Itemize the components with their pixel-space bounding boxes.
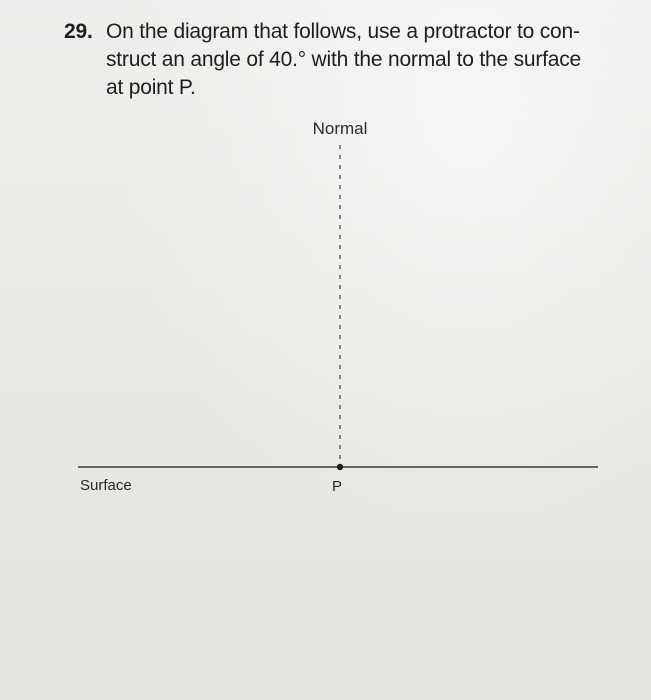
point-p-dot	[337, 464, 343, 470]
surface-label: Surface	[80, 477, 132, 494]
question-number: 29.	[64, 20, 93, 43]
point-p-label: P	[331, 478, 343, 495]
question-line-1: On the diagram that follows, use a protractor to con-	[106, 20, 580, 43]
question-line-3: at point P.	[106, 76, 196, 99]
question-line-2: struct an angle of 40.° with the normal to the surface	[106, 48, 582, 71]
normal-label: Normal	[312, 119, 368, 138]
